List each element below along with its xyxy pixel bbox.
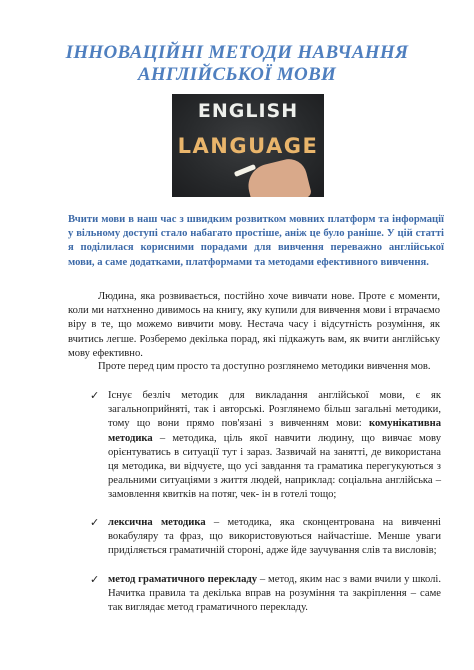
checkmark-icon: ✓ — [90, 573, 100, 586]
intro-paragraph: Вчити мови в наш час з швидким розвитком мовних платформ та інформації у вільному доступі стало набагато простіше, аніж це було раніше. У цій статті я поділилася корисними порадами для вивчення переважно англійської мови, а саме додатками, платформами та методами ефективного вивчення. — [68, 214, 444, 268]
hand-illustration — [244, 155, 312, 197]
title-line-1: ІННОВАЦІЙНІ МЕТОДИ НАВЧАННЯ — [65, 42, 409, 63]
page-title — [40, 42, 434, 86]
body-paragraph-1: Людина, яка розвивається, постійно хоче вивчати нове. Проте є моменти, коли ми натхненно дивимось на книгу, яку купили для вивчення мови і втрачаємо віру в те, що можемо вивчити мову. Нестача часу і відсутність розуміння, як вчитись легше. Розберемо декілька порад, які підкажуть вам, як вчити англійську мову ефективно. — [68, 291, 440, 359]
body-paragraph-2: Проте перед цим просто та доступно розглянемо методики вивчення мов. — [98, 361, 431, 372]
list-item-text: – методика, ціль якої навчити людину, що вивчає мову орієнтуватись в ситуації тут і зараз. Зазвичай на занятті, де використана ця методика, ви відчуєте, що усі завдання та граматика перегукуються з реальними ситуаціями з життя людей, наприклад: соціальна англійська – замовлення квитків на потяг, чек- ін в готелі тощо; — [108, 432, 441, 501]
list-item-lead: Існує безліч методик для викладання англійської мови, є як загальноприйняті, так і авторські. Розглянемо більш загальні методики, тому що вони прямо пов'язані з вивченням мови: — [108, 390, 441, 430]
chalkboard-photo — [172, 94, 324, 197]
list-item-term: метод граматичного перекладу — [108, 574, 258, 585]
list-item-text: – метод, яким нас з вами вчили у школі. Начитка правила та декілька вправ на розуміння та закріплення – саме так виглядає метод граматичного перекладу. — [108, 574, 442, 614]
list-item-term: комунікативна методика — [108, 418, 442, 444]
list-item — [90, 516, 441, 559]
list-item-text: – методика, яка сконцентрована на вивченні вокабуляру та фраз, що використовуються найчастіше. Менше уваги приділяється граматичній стороні, адже йде заучування слів та висловів; — [108, 517, 441, 557]
checkmark-icon: ✓ — [90, 389, 100, 402]
list-item — [90, 389, 442, 503]
chalkboard-text-english: ENGLISH — [197, 100, 299, 122]
chalkboard-text-language: LANGUAGE — [177, 134, 319, 158]
list-item — [90, 573, 442, 616]
list-item-term: лексична методика — [108, 517, 206, 528]
title-line-2: АНГЛІЙСЬКОЇ МОВИ — [137, 64, 337, 85]
checkmark-icon: ✓ — [90, 516, 100, 529]
